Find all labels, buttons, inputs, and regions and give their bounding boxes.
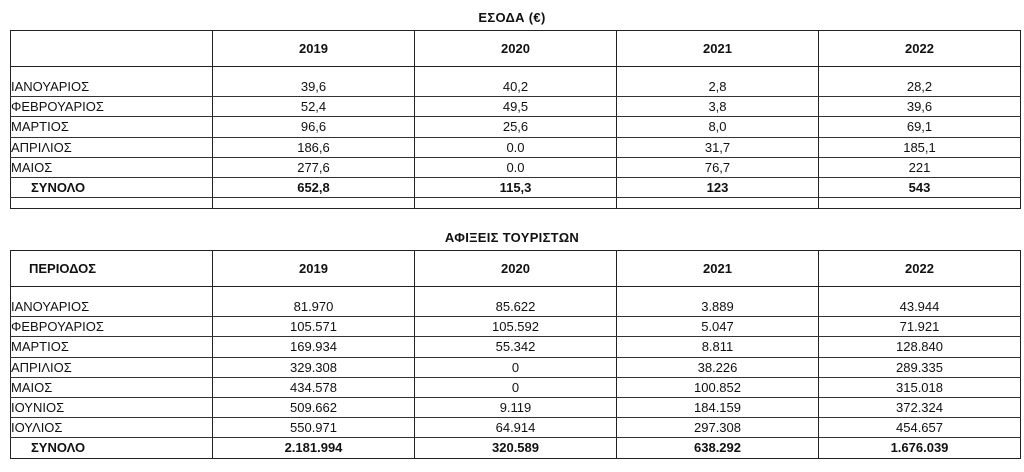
value-cell: 76,7 xyxy=(617,157,819,177)
total-cell: 1.676.039 xyxy=(819,438,1021,458)
value-cell: 55.342 xyxy=(415,337,617,357)
value-cell: 169.934 xyxy=(213,337,415,357)
table-row xyxy=(11,377,1021,397)
table-row xyxy=(11,317,1021,337)
total-label: ΣΥΝΟΛΟ xyxy=(11,438,213,458)
month-label: ΦΕΒΡΟΥΑΡΙΟΣ xyxy=(11,317,213,337)
value-cell: 96,6 xyxy=(213,117,415,137)
month-label: ΜΑΡΤΙΟΣ xyxy=(11,117,213,137)
table-row xyxy=(11,398,1021,418)
value-cell: 38.226 xyxy=(617,357,819,377)
month-label: ΙΟΥΝΙΟΣ xyxy=(11,398,213,418)
year-header: 2020 xyxy=(415,31,617,67)
value-cell: 43.944 xyxy=(819,297,1021,317)
value-cell: 3,8 xyxy=(617,97,819,117)
value-cell: 71.921 xyxy=(819,317,1021,337)
revenue-table xyxy=(10,30,1021,209)
month-label: ΜΑΡΤΙΟΣ xyxy=(11,337,213,357)
year-header: 2022 xyxy=(819,251,1021,287)
value-cell: 297.308 xyxy=(617,418,819,438)
period-header: ΠΕΡΙΟΔΟΣ xyxy=(11,251,213,287)
value-cell: 81.970 xyxy=(213,297,415,317)
arrivals-table xyxy=(10,250,1021,459)
value-cell: 31,7 xyxy=(617,137,819,157)
value-cell: 550.971 xyxy=(213,418,415,438)
value-cell: 185,1 xyxy=(819,137,1021,157)
table-row xyxy=(11,137,1021,157)
value-cell: 28,2 xyxy=(819,77,1021,97)
value-cell: 105.571 xyxy=(213,317,415,337)
value-cell: 39,6 xyxy=(819,97,1021,117)
year-header: 2021 xyxy=(617,251,819,287)
value-cell: 52,4 xyxy=(213,97,415,117)
value-cell: 5.047 xyxy=(617,317,819,337)
total-row xyxy=(11,438,1021,458)
value-cell: 454.657 xyxy=(819,418,1021,438)
value-cell: 184.159 xyxy=(617,398,819,418)
value-cell: 100.852 xyxy=(617,377,819,397)
table-row xyxy=(11,337,1021,357)
value-cell: 372.324 xyxy=(819,398,1021,418)
month-label: ΦΕΒΡΟΥΑΡΙΟΣ xyxy=(11,97,213,117)
month-label: ΙΟΥΛΙΟΣ xyxy=(11,418,213,438)
table-row xyxy=(11,357,1021,377)
year-header: 2021 xyxy=(617,31,819,67)
month-label: ΜΑΙΟΣ xyxy=(11,157,213,177)
total-row xyxy=(11,178,1021,198)
value-cell: 289.335 xyxy=(819,357,1021,377)
value-cell: 186,6 xyxy=(213,137,415,157)
value-cell: 49,5 xyxy=(415,97,617,117)
value-cell: 105.592 xyxy=(415,317,617,337)
month-label: ΑΠΡΙΛΙΟΣ xyxy=(11,357,213,377)
table-row xyxy=(11,117,1021,137)
revenue-table-title: ΕΣΟΔΑ (€) xyxy=(478,10,546,25)
value-cell: 2,8 xyxy=(617,77,819,97)
value-cell: 329.308 xyxy=(213,357,415,377)
value-cell: 25,6 xyxy=(415,117,617,137)
value-cell: 3.889 xyxy=(617,297,819,317)
month-label: ΜΑΙΟΣ xyxy=(11,377,213,397)
value-cell: 0.0 xyxy=(415,137,617,157)
value-cell: 8,0 xyxy=(617,117,819,137)
value-cell: 69,1 xyxy=(819,117,1021,137)
value-cell: 221 xyxy=(819,157,1021,177)
value-cell: 128.840 xyxy=(819,337,1021,357)
value-cell: 40,2 xyxy=(415,77,617,97)
total-cell: 652,8 xyxy=(213,178,415,198)
table-row xyxy=(11,77,1021,97)
table-row xyxy=(11,97,1021,117)
value-cell: 0 xyxy=(415,377,617,397)
value-cell: 315.018 xyxy=(819,377,1021,397)
year-header: 2019 xyxy=(213,251,415,287)
month-label: ΙΑΝΟΥΑΡΙΟΣ xyxy=(11,297,213,317)
table-row xyxy=(11,297,1021,317)
total-label: ΣΥΝΟΛΟ xyxy=(11,178,213,198)
table-row xyxy=(11,418,1021,438)
total-cell: 543 xyxy=(819,178,1021,198)
total-cell: 123 xyxy=(617,178,819,198)
value-cell: 85.622 xyxy=(415,297,617,317)
table-header-row xyxy=(11,31,1021,67)
value-cell: 509.662 xyxy=(213,398,415,418)
value-cell: 8.811 xyxy=(617,337,819,357)
year-header: 2022 xyxy=(819,31,1021,67)
total-cell: 320.589 xyxy=(415,438,617,458)
period-header xyxy=(11,31,213,67)
table-row xyxy=(11,157,1021,177)
total-cell: 638.292 xyxy=(617,438,819,458)
value-cell: 39,6 xyxy=(213,77,415,97)
month-label: ΙΑΝΟΥΑΡΙΟΣ xyxy=(11,77,213,97)
month-label: ΑΠΡΙΛΙΟΣ xyxy=(11,137,213,157)
value-cell: 277,6 xyxy=(213,157,415,177)
value-cell: 434.578 xyxy=(213,377,415,397)
year-header: 2019 xyxy=(213,31,415,67)
total-cell: 115,3 xyxy=(415,178,617,198)
table-header-row xyxy=(11,251,1021,287)
value-cell: 0 xyxy=(415,357,617,377)
value-cell: 64.914 xyxy=(415,418,617,438)
value-cell: 9.119 xyxy=(415,398,617,418)
total-cell: 2.181.994 xyxy=(213,438,415,458)
value-cell: 0.0 xyxy=(415,157,617,177)
year-header: 2020 xyxy=(415,251,617,287)
arrivals-table-title: ΑΦΙΞΕΙΣ ΤΟΥΡΙΣΤΩΝ xyxy=(444,230,580,245)
